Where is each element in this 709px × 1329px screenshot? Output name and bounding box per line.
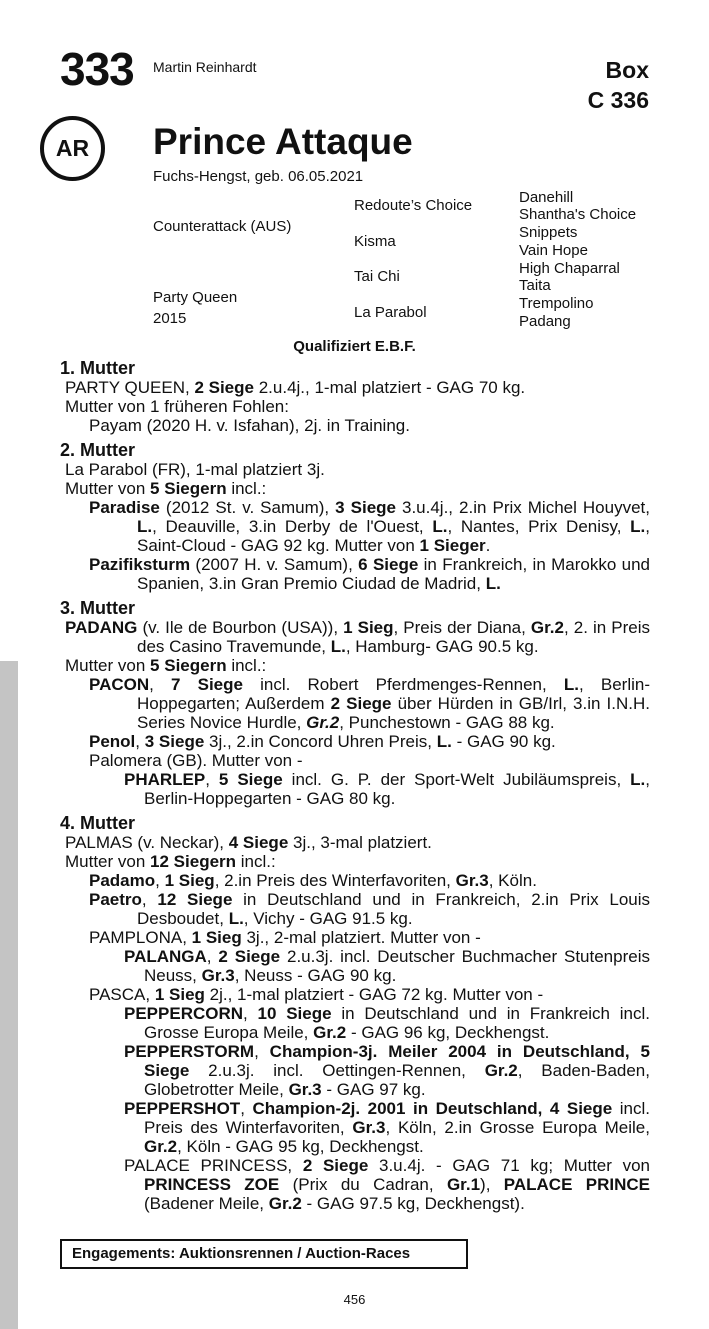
produce-entry: PACON, 7 Siege incl. Robert Pferdmenges-Rennen, L., Berlin-Hoppegarten; Außerdem 2 Siege über Hürden in GB/Irl, 3.in I.N.H. Series Novice Hurdle, Gr.2, Punchestown - GAG 88 kg.: [89, 675, 650, 732]
produce-entry: PEPPERCORN, 10 Siege in Deutschland und in Frankreich incl. Grosse Europa Meile, Gr.2 - GAG 96 kg, Deckhengst.: [124, 1004, 650, 1042]
pedigree-ancestor: Trempolino: [519, 295, 594, 312]
box-label-text: Box: [605, 57, 649, 83]
produce-entry: Paradise (2012 St. v. Samum), 3 Siege 3.u.4j., 2.in Prix Michel Houyvet, L., Deauville, 3.in Derby de l'Ouest, L., Nantes, Prix Denisy, L., Saint-Cloud - GAG 92 kg. Mutter von 1 Sieger.: [89, 498, 651, 555]
qualification: Qualifiziert E.B.F.: [293, 338, 416, 355]
page-edge-bar: [0, 661, 18, 1329]
owner-name: Martin Reinhardt: [153, 59, 257, 75]
dam-line: PARTY QUEEN, 2 Siege 2.u.4j., 1-mal platziert - GAG 70 kg.: [65, 378, 526, 397]
dam-line: La Parabol (FR), 1-mal platziert 3j.: [65, 460, 325, 479]
pedigree-grandsire: Redoute’s Choice: [354, 197, 473, 214]
dam-line: PADANG (v. Ile de Bourbon (USA)), 1 Sieg, Preis der Diana, Gr.2, 2. in Preis des Casino Travemunde, L., Hamburg- GAG 90.5 kg.: [65, 618, 650, 656]
produce-entry: Palomera (GB). Mutter von -: [89, 751, 303, 770]
horse-name: Prince Attaque: [153, 121, 413, 162]
section-heading-1st-dam: 1. Mutter: [60, 358, 136, 378]
produce-entry: Paetro, 12 Siege in Deutschland und in Frankreich, 2.in Prix Louis Desboudet, L., Vichy - GAG 91.5 kg.: [89, 890, 650, 928]
pedigree-ancestor: Snippets: [519, 224, 578, 241]
produce-entry: PAMPLONA, 1 Sieg 3j., 2-mal platziert. Mutter von -: [89, 928, 481, 947]
engagements-box: Engagements: Auktionsrennen / Auction-Races: [60, 1239, 468, 1269]
pedigree-ancestor: Vain Hope: [519, 242, 588, 259]
produce-entry: PALANGA, 2 Siege 2.u.3j. incl. Deutscher Buchmacher Stutenpreis Neuss, Gr.3, Neuss - GAG 90 kg.: [124, 947, 650, 985]
dam-line: PALMAS (v. Neckar), 4 Siege 3j., 3-mal platziert.: [65, 833, 432, 852]
produce-entry: Padamo, 1 Sieg, 2.in Preis des Winterfavoriten, Gr.3, Köln.: [89, 871, 537, 890]
seller-badge: AR: [40, 116, 105, 181]
dam-line: Mutter von 12 Siegern incl.:: [65, 852, 276, 871]
produce-entry: PHARLEP, 5 Siege incl. G. P. der Sport-Welt Jubiläumspreis, L., Berlin-Hoppegarten - GAG 80 kg.: [124, 770, 650, 808]
produce-entry: Pazifiksturm (2007 H. v. Samum), 6 Siege in Frankreich, in Marokko und Spanien, 3.in Gran Premio Ciudad de Madrid, L.: [89, 555, 651, 593]
produce-entry: PEPPERSTORM, Champion-3j. Meiler 2004 in Deutschland, 5 Siege 2.u.3j. incl. Oettingen-Rennen, Gr.2, Baden-Baden, Globetrotter Meile, Gr.3 - GAG 97 kg.: [124, 1042, 650, 1099]
dam-line: Mutter von 1 früheren Fohlen:: [65, 397, 289, 416]
pedigree-dam-year: 2015: [153, 310, 187, 327]
pedigree-ancestor: High Chaparral: [519, 260, 620, 277]
pedigree-granddam: Kisma: [354, 233, 396, 250]
pedigree-ancestor: Taita: [519, 277, 551, 294]
page-number: 456: [343, 1292, 366, 1307]
produce-entry: PALACE PRINCESS, 2 Siege 3.u.4j. - GAG 71 kg; Mutter von PRINCESS ZOE (Prix du Cadran, Gr.1), PALACE PRINCE (Badener Meile, Gr.2 - GAG 97.5 kg, Deckhengst).: [124, 1156, 651, 1213]
box-label: [588, 55, 649, 115]
pedigree-ancestor: Padang: [519, 313, 571, 330]
pedigree-grandsire: Tai Chi: [354, 268, 400, 285]
horse-info: Fuchs-Hengst, geb. 06.05.2021: [153, 168, 364, 185]
box-number: C 336: [587, 87, 649, 113]
produce-entry: PEPPERSHOT, Champion-2j. 2001 in Deutschland, 4 Siege incl. Preis des Winterfavoriten, Gr.3, Köln, 2.in Grosse Europa Meile, Gr.2, Köln - GAG 95 kg, Deckhengst.: [124, 1099, 650, 1156]
lot-number: 333: [60, 43, 134, 95]
section-heading-3rd-dam: 3. Mutter: [60, 598, 136, 618]
pedigree-dam: Party Queen: [153, 289, 238, 306]
produce-entry: PASCA, 1 Sieg 2j., 1-mal platziert - GAG 72 kg. Mutter von -: [89, 985, 544, 1004]
section-heading-2nd-dam: 2. Mutter: [60, 440, 136, 460]
dam-line: Mutter von 5 Siegern incl.:: [65, 479, 267, 498]
pedigree-ancestor: Danehill: [519, 189, 574, 206]
pedigree-ancestor: Shantha's Choice: [519, 206, 637, 223]
pedigree-granddam: La Parabol: [354, 304, 427, 321]
produce-entry: Payam (2020 H. v. Isfahan), 2j. in Training.: [89, 416, 410, 435]
section-heading-4th-dam: 4. Mutter: [60, 813, 136, 833]
produce-entry: Penol, 3 Siege 3j., 2.in Concord Uhren Preis, L. - GAG 90 kg.: [89, 732, 556, 751]
dam-line: Mutter von 5 Siegern incl.:: [65, 656, 267, 675]
pedigree-sire: Counterattack (AUS): [153, 218, 292, 235]
family-record: [60, 359, 650, 1213]
